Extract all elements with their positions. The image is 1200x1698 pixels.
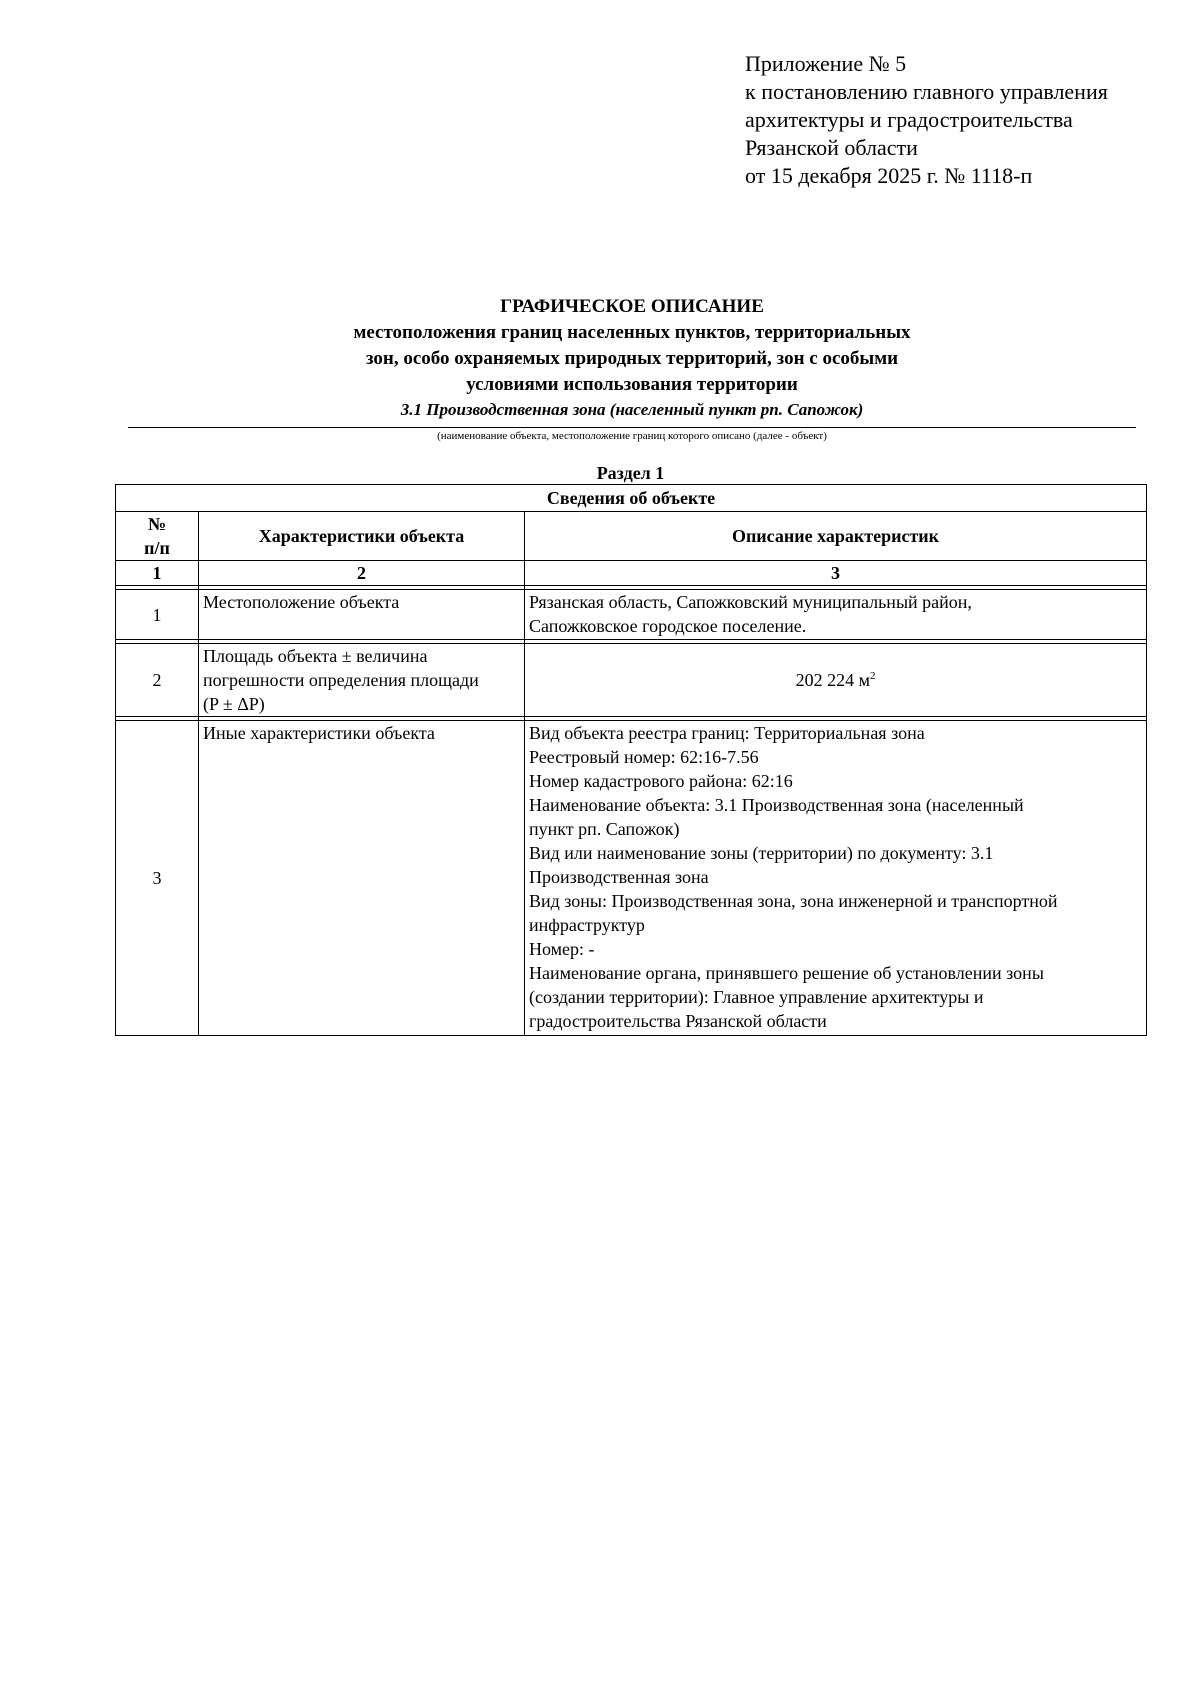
table-row <box>116 590 1147 640</box>
row-description <box>525 721 1147 1036</box>
appendix-line: Приложение № 5 <box>745 51 907 76</box>
row-description <box>525 590 1147 640</box>
row-characteristic <box>199 644 525 717</box>
appendix-line: к постановлению главного управления <box>745 79 1108 104</box>
description-line: Номер кадастрового района: 62:16 <box>529 771 793 791</box>
description-line: Вид зоны: Производственная зона, зона инженерной и транспортной <box>529 891 1058 911</box>
description-line: градостроительства Рязанской области <box>529 1011 827 1031</box>
description-line: Наименование органа, принявшего решение об установлении зоны <box>529 963 1044 983</box>
description-paragraph <box>529 889 1142 937</box>
area-unit: м <box>858 670 870 690</box>
description-paragraph <box>529 937 1142 961</box>
description-paragraph <box>529 961 1142 1033</box>
description-paragraph <box>529 745 1142 769</box>
description-line: Номер: - <box>529 939 595 959</box>
description-line: Реестровый номер: 62:16-7.56 <box>529 747 759 767</box>
header-number-line: № <box>147 514 167 534</box>
appendix-line: от 15 декабря 2025 г. № 1118-п <box>745 163 1033 188</box>
row-index: 1 <box>116 590 199 640</box>
description-line: инфраструктур <box>529 915 645 935</box>
description-line: пункт рп. Сапожок) <box>529 819 680 839</box>
document-title-block <box>128 294 1136 422</box>
column-number-row <box>116 561 1147 586</box>
document-subtitle-line: зон, особо охраняемых природных территорий, зон с особыми <box>365 348 899 369</box>
column-number: 3 <box>525 561 1147 586</box>
table-row <box>116 644 1147 717</box>
characteristic-line: погрешности определения площади <box>203 670 479 690</box>
description-line: Вид или наименование зоны (территории) по документу: 3.1 <box>529 843 994 863</box>
area-value-cell <box>525 644 1147 717</box>
document-subtitle-line: местоположения границ населенных пунктов, территориальных <box>353 322 911 343</box>
object-name: 3.1 Производственная зона (населенный пункт рп. Сапожок) <box>400 400 864 419</box>
row-characteristic: Иные характеристики объекта <box>199 721 525 1036</box>
header-description: Описание характеристик <box>525 512 1147 561</box>
area-unit-power: 2 <box>869 670 876 682</box>
table-caption: Сведения об объекте <box>116 485 1147 512</box>
characteristic-line: (P ± ΔP) <box>203 694 265 714</box>
description-line: Вид объекта реестра границ: Территориальная зона <box>529 723 925 743</box>
area-value: 202 224 <box>795 670 855 690</box>
appendix-block <box>745 50 1185 190</box>
row-index: 2 <box>116 644 199 717</box>
characteristic-line: Площадь объекта ± величина <box>203 646 428 666</box>
table-row <box>116 721 1147 1036</box>
description-paragraph <box>529 793 1142 841</box>
description-paragraph <box>529 769 1142 793</box>
appendix-line: архитектуры и градостроительства <box>745 107 1073 132</box>
description-line: (создании территории): Главное управление архитектуры и <box>529 987 984 1007</box>
header-number-line: п/п <box>144 538 170 558</box>
document-title: ГРАФИЧЕСКОЕ ОПИСАНИЕ <box>500 296 764 317</box>
column-number: 2 <box>199 561 525 586</box>
row-characteristic: Местоположение объекта <box>199 590 525 640</box>
row-index: 3 <box>116 721 199 1036</box>
appendix-line: Рязанской области <box>745 135 918 160</box>
object-name-caption: (наименование объекта, местоположение границ которого описано (далее - объект) <box>437 430 827 442</box>
object-info-table <box>115 484 1147 1036</box>
description-line: Рязанская область, Сапожковский муниципальный район, <box>529 592 972 612</box>
header-characteristic: Характеристики объекта <box>199 512 525 561</box>
description-paragraph <box>529 841 1142 889</box>
description-line: Наименование объекта: 3.1 Производственная зона (населенный <box>529 795 1024 815</box>
column-number: 1 <box>116 561 199 586</box>
description-line: Производственная зона <box>529 867 709 887</box>
description-paragraph <box>529 721 1142 745</box>
section-heading: Раздел 1 <box>596 463 665 483</box>
title-underline <box>128 427 1136 428</box>
document-subtitle-line: условиями использования территории <box>466 374 798 395</box>
description-line: Сапожковское городское поселение. <box>529 616 807 636</box>
header-number <box>116 512 199 561</box>
